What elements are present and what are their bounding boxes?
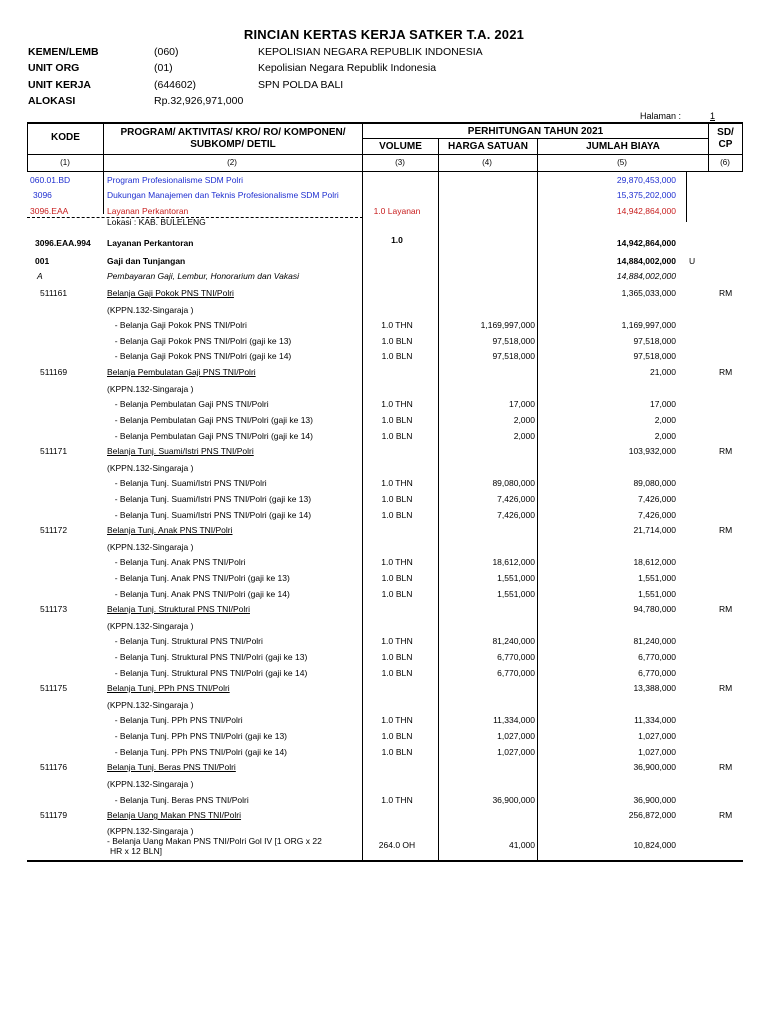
row-kode: 511169 <box>40 367 68 377</box>
row-desc: (KPPN.132-Singaraja ) <box>107 542 194 552</box>
meta-name: KEPOLISIAN NEGARA REPUBLIK INDONESIA <box>258 46 483 58</box>
row-sd: RM <box>719 288 733 298</box>
table-row <box>0 557 768 573</box>
row-kode: 511173 <box>40 604 68 614</box>
row-jumlah: 14,884,002,000 <box>616 271 676 281</box>
table-row <box>0 652 768 668</box>
row-harga: 81,240,000 <box>492 636 535 646</box>
table-row <box>0 446 768 462</box>
row-jumlah: 1,027,000 <box>638 731 676 741</box>
row-desc-cont: HR x 12 BLN] <box>110 846 162 856</box>
row-jumlah: 15,375,202,000 <box>616 190 676 200</box>
col-number: (4) <box>482 158 492 167</box>
table-row <box>0 668 768 684</box>
row-desc: Belanja Tunj. Struktural PNS TNI/Polri <box>107 604 250 614</box>
row-desc: Belanja Gaji Pokok PNS TNI/Polri <box>107 288 234 298</box>
table-row <box>0 573 768 589</box>
row-jumlah: 2,000 <box>654 415 676 425</box>
row-kode: 511172 <box>40 525 68 535</box>
table-row <box>0 463 768 479</box>
table-row <box>0 399 768 415</box>
row-desc: - Belanja Tunj. PPh PNS TNI/Polri <box>110 715 243 725</box>
row-harga: 97,518,000 <box>492 351 535 361</box>
meta-code: (060) <box>154 46 179 58</box>
row-desc: - Belanja Tunj. Struktural PNS TNI/Polri (gaji ke 13) <box>110 652 308 662</box>
row-harga: 1,551,000 <box>497 573 535 583</box>
row-jumlah: 1,551,000 <box>638 573 676 583</box>
row-volume: 1.0 BLN <box>381 652 413 662</box>
table-row <box>0 320 768 336</box>
meta-label: UNIT ORG <box>28 62 80 74</box>
row-desc: - Belanja Tunj. Anak PNS TNI/Polri <box>110 557 246 567</box>
row-jumlah: 11,334,000 <box>634 715 676 725</box>
row-desc: (KPPN.132-Singaraja ) <box>107 463 194 473</box>
row-jumlah: 18,612,000 <box>633 557 676 567</box>
row-desc: Dukungan Manajemen dan Teknis Profesionalisme SDM Polri <box>107 190 339 200</box>
row-jumlah: 14,942,864,000 <box>616 238 676 248</box>
table-row <box>0 525 768 541</box>
row-volume: 1.0 BLN <box>381 415 413 425</box>
row-jumlah: 1,027,000 <box>638 747 676 757</box>
row-harga: 1,551,000 <box>497 589 535 599</box>
table-row <box>0 747 768 763</box>
row-desc: (KPPN.132-Singaraja ) <box>107 700 194 710</box>
table-row <box>0 336 768 352</box>
row-volume: 1.0 THN <box>381 557 413 567</box>
row-sd: RM <box>719 683 733 693</box>
row-desc: - Belanja Tunj. PPh PNS TNI/Polri (gaji ke 13) <box>110 731 288 741</box>
row-desc: (KPPN.132-Singaraja ) <box>107 779 194 789</box>
row-sd: RM <box>719 810 733 820</box>
col-header-program-2: SUBKOMP/ DETIL <box>190 139 276 150</box>
row-harga: 2,000 <box>513 415 535 425</box>
row-volume: 1.0 BLN <box>381 573 413 583</box>
table-row <box>0 715 768 731</box>
row-desc: Lokasi : KAB. BULELENG <box>107 217 206 227</box>
row-volume: 1.0 BLN <box>381 351 413 361</box>
row-kode: 3096 <box>33 190 52 200</box>
row-desc: (KPPN.132-Singaraja ) <box>107 305 194 315</box>
row-sd: RM <box>719 604 733 614</box>
meta-label: ALOKASI <box>28 95 76 107</box>
row-harga: 7,426,000 <box>497 510 535 520</box>
col-header-sd: SD/ <box>717 127 734 138</box>
row-desc: Gaji dan Tunjangan <box>107 256 186 266</box>
row-jumlah: 13,388,000 <box>633 683 676 693</box>
row-volume: 1.0 THN <box>381 478 413 488</box>
row-jumlah: 81,240,000 <box>633 636 676 646</box>
row-desc: - Belanja Tunj. Struktural PNS TNI/Polri (gaji ke 14) <box>110 668 308 678</box>
row-desc: Belanja Uang Makan PNS TNI/Polri <box>107 810 242 820</box>
row-desc: Belanja Tunj. Beras PNS TNI/Polri <box>107 762 236 772</box>
row-jumlah: 6,770,000 <box>638 668 676 678</box>
row-desc: - Belanja Tunj. Suami/Istri PNS TNI/Polri (gaji ke 14) <box>110 510 312 520</box>
row-desc: - Belanja Uang Makan PNS TNI/Polri Gol IV [1 ORG x 22 <box>107 836 322 846</box>
row-jumlah: 94,780,000 <box>633 604 676 614</box>
row-jumlah: 36,900,000 <box>633 795 676 805</box>
table-row <box>0 589 768 605</box>
row-jumlah: 1,365,033,000 <box>621 288 676 298</box>
table-row <box>0 478 768 494</box>
col-number: (5) <box>617 158 627 167</box>
row-desc: - Belanja Gaji Pokok PNS TNI/Polri (gaji ke 13) <box>110 336 292 346</box>
col-header-cp: CP <box>718 139 733 150</box>
row-jumlah: 29,870,453,000 <box>616 175 676 185</box>
row-harga: 6,770,000 <box>497 668 535 678</box>
row-jumlah: 1,169,997,000 <box>621 320 676 330</box>
row-kode: A <box>37 271 43 281</box>
row-desc: - Belanja Tunj. PPh PNS TNI/Polri (gaji ke 14) <box>110 747 288 757</box>
row-harga: 6,770,000 <box>497 652 535 662</box>
table-row <box>0 351 768 367</box>
row-desc: - Belanja Gaji Pokok PNS TNI/Polri (gaji ke 14) <box>110 351 292 361</box>
row-desc: Layanan Perkantoran <box>107 206 189 216</box>
row-jumlah: 14,884,002,000 <box>616 256 676 266</box>
row-desc: - Belanja Tunj. Anak PNS TNI/Polri (gaji ke 14) <box>110 589 290 599</box>
meta-name: Kepolisian Negara Republik Indonesia <box>258 62 437 74</box>
row-jumlah: 103,932,000 <box>628 446 676 456</box>
row-desc: - Belanja Tunj. Suami/Istri PNS TNI/Polri <box>110 478 267 488</box>
row-jumlah: 36,900,000 <box>633 762 676 772</box>
table-row <box>0 683 768 699</box>
row-desc: Layanan Perkantoran <box>107 238 194 248</box>
row-harga: 11,334,000 <box>493 715 535 725</box>
row-volume: 1.0 THN <box>381 795 413 805</box>
row-unit-flag: U <box>689 256 696 266</box>
table-row <box>0 542 768 558</box>
col-header-perhitungan: PERHITUNGAN TAHUN 2021 <box>467 126 604 137</box>
row-volume: 1.0 BLN <box>381 336 413 346</box>
document-title: RINCIAN KERTAS KERJA SATKER T.A. 2021 <box>243 27 525 42</box>
col-header-program-1: PROGRAM/ AKTIVITAS/ KRO/ RO/ KOMPONEN/ <box>120 127 346 138</box>
meta-name: SPN POLDA BALI <box>258 79 344 91</box>
col-number: (3) <box>395 158 405 167</box>
row-kode: 060.01.BD <box>30 175 71 185</box>
row-kode: 511171 <box>40 446 68 456</box>
row-volume: 1.0 BLN <box>381 747 413 757</box>
table-row <box>0 731 768 747</box>
row-desc: (KPPN.132-Singaraja ) <box>107 826 194 836</box>
row-jumlah: 10,824,000 <box>633 840 676 850</box>
table-row <box>0 779 768 795</box>
table-row <box>0 415 768 431</box>
row-kode: 3096.EAA.994 <box>35 238 91 248</box>
row-harga: 7,426,000 <box>497 494 535 504</box>
row-volume: 1.0 BLN <box>381 731 413 741</box>
col-number: (1) <box>60 158 70 167</box>
row-desc: Belanja Tunj. Anak PNS TNI/Polri <box>107 525 233 535</box>
row-harga: 2,000 <box>513 431 535 441</box>
meta-label: UNIT KERJA <box>28 79 92 91</box>
row-desc: - Belanja Gaji Pokok PNS TNI/Polri <box>110 320 247 330</box>
meta-code: (644602) <box>154 79 197 91</box>
row-harga: 41,000 <box>509 840 535 850</box>
table-row <box>0 795 768 811</box>
row-desc: - Belanja Tunj. Struktural PNS TNI/Polri <box>110 636 263 646</box>
table-row <box>0 810 768 826</box>
row-sd: RM <box>719 525 733 535</box>
col-header-jumlah: JUMLAH BIAYA <box>586 141 660 152</box>
table-row <box>0 175 768 191</box>
row-jumlah: 7,426,000 <box>638 494 676 504</box>
table-row <box>0 836 768 860</box>
table-row <box>0 494 768 510</box>
row-harga: 89,080,000 <box>492 478 535 488</box>
row-sd: RM <box>719 762 733 772</box>
row-desc: Belanja Pembulatan Gaji PNS TNI/Polri <box>107 367 256 377</box>
col-header-volume: VOLUME <box>379 141 422 152</box>
row-desc: Pembayaran Gaji, Lembur, Honorarium dan Vakasi <box>107 271 299 281</box>
table-row <box>0 762 768 778</box>
row-kode: 511175 <box>40 683 68 693</box>
row-volume: 1.0 THN <box>381 320 413 330</box>
row-jumlah: 89,080,000 <box>633 478 676 488</box>
row-kode: 3096.EAA <box>30 206 69 216</box>
row-harga: 17,000 <box>509 399 535 409</box>
halaman-value: 1 <box>710 111 716 121</box>
col-header-harga: HARGA SATUAN <box>448 141 528 152</box>
row-harga: 18,612,000 <box>492 557 535 567</box>
table-row <box>0 256 768 272</box>
row-jumlah: 17,000 <box>650 399 676 409</box>
row-volume: 1.0 BLN <box>381 494 413 504</box>
row-volume: 1.0 Layanan <box>373 206 421 216</box>
table-row <box>0 636 768 652</box>
row-desc: Belanja Tunj. PPh PNS TNI/Polri <box>107 683 230 693</box>
row-volume: 264.0 OH <box>378 840 416 850</box>
table-row <box>0 305 768 321</box>
row-volume: 1.0 THN <box>381 636 413 646</box>
row-desc: - Belanja Pembulatan Gaji PNS TNI/Polri (gaji ke 13) <box>110 415 313 425</box>
row-volume: 1.0 THN <box>381 715 413 725</box>
col-header-kode: KODE <box>51 132 80 143</box>
row-desc: - Belanja Pembulatan Gaji PNS TNI/Polri (gaji ke 14) <box>110 431 313 441</box>
row-desc: - Belanja Tunj. Suami/Istri PNS TNI/Polri (gaji ke 13) <box>110 494 312 504</box>
row-harga: 1,027,000 <box>497 731 535 741</box>
row-volume: 1.0 <box>391 235 403 245</box>
table-row <box>0 271 768 287</box>
col-number: (2) <box>227 158 237 167</box>
row-volume: 1.0 BLN <box>381 589 413 599</box>
row-desc: (KPPN.132-Singaraja ) <box>107 621 194 631</box>
row-volume: 1.0 BLN <box>381 668 413 678</box>
halaman-label: Halaman : <box>640 111 682 121</box>
table-row <box>0 431 768 447</box>
meta-code: Rp.32,926,971,000 <box>154 95 244 107</box>
row-volume: 1.0 THN <box>381 399 413 409</box>
row-jumlah: 97,518,000 <box>633 351 676 361</box>
table-row <box>0 700 768 716</box>
row-sd: RM <box>719 446 733 456</box>
meta-label: KEMEN/LEMB <box>28 46 99 58</box>
row-jumlah: 14,942,864,000 <box>616 206 676 216</box>
row-kode: 511161 <box>40 288 68 298</box>
table-row <box>0 190 768 206</box>
row-desc: Program Profesionalisme SDM Polri <box>107 175 244 185</box>
meta-code: (01) <box>154 62 173 74</box>
row-desc: - Belanja Pembulatan Gaji PNS TNI/Polri <box>110 399 269 409</box>
row-harga: 36,900,000 <box>492 795 535 805</box>
table-row <box>0 510 768 526</box>
row-kode: 511179 <box>40 810 68 820</box>
row-kode: 001 <box>35 256 50 266</box>
table-row <box>0 288 768 304</box>
row-jumlah: 256,872,000 <box>628 810 676 820</box>
row-harga: 1,169,997,000 <box>480 320 535 330</box>
row-desc: - Belanja Tunj. Anak PNS TNI/Polri (gaji ke 13) <box>110 573 290 583</box>
row-desc: (KPPN.132-Singaraja ) <box>107 384 194 394</box>
row-jumlah: 1,551,000 <box>638 589 676 599</box>
table-row <box>0 621 768 637</box>
row-desc: - Belanja Tunj. Beras PNS TNI/Polri <box>110 795 249 805</box>
col-number: (6) <box>720 158 730 167</box>
row-desc: Belanja Tunj. Suami/Istri PNS TNI/Polri <box>107 446 254 456</box>
row-harga: 1,027,000 <box>497 747 535 757</box>
row-kode: 511176 <box>40 762 68 772</box>
row-jumlah: 6,770,000 <box>638 652 676 662</box>
table-row <box>0 384 768 400</box>
row-jumlah: 21,714,000 <box>633 525 676 535</box>
table-row <box>0 604 768 620</box>
row-jumlah: 21,000 <box>650 367 676 377</box>
row-sd: RM <box>719 367 733 377</box>
row-jumlah: 2,000 <box>654 431 676 441</box>
row-jumlah: 7,426,000 <box>638 510 676 520</box>
table-row <box>0 367 768 383</box>
row-volume: 1.0 BLN <box>381 510 413 520</box>
table-row <box>0 235 768 254</box>
row-harga: 97,518,000 <box>492 336 535 346</box>
row-volume: 1.0 BLN <box>381 431 413 441</box>
row-jumlah: 97,518,000 <box>633 336 676 346</box>
